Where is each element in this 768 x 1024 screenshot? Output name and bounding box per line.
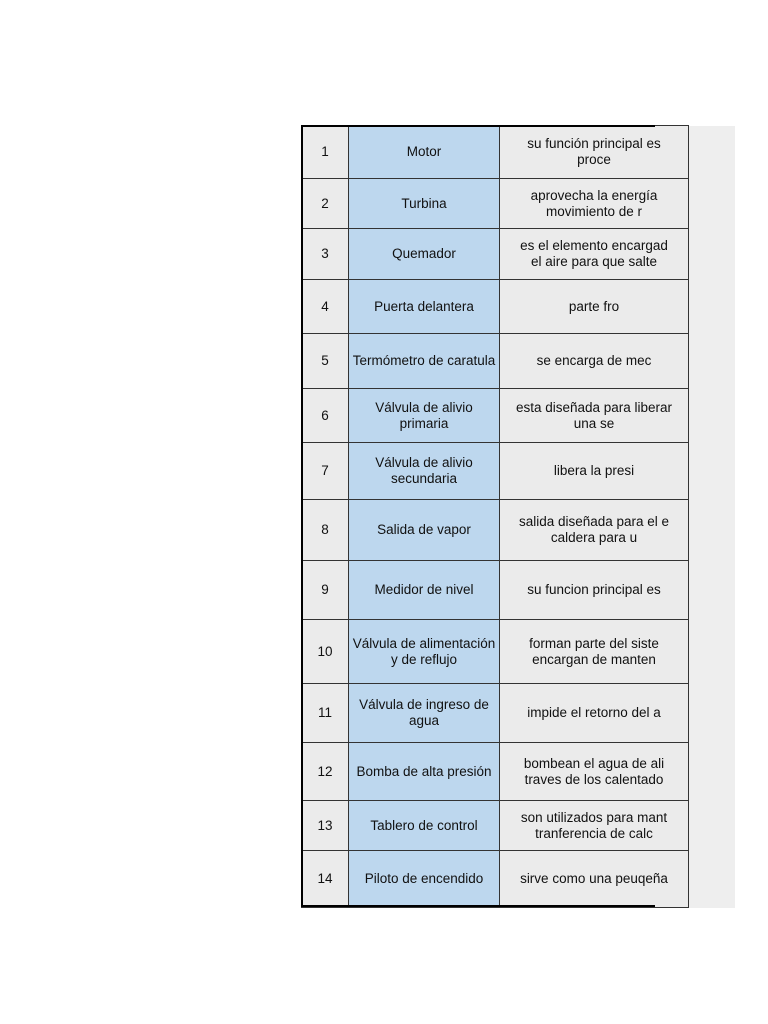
row-number: 9 (302, 561, 349, 620)
parts-table (301, 125, 689, 908)
part-description-text: salida diseñada para el e caldera para u (518, 514, 670, 545)
part-description-text: su funcion principal es (527, 582, 661, 597)
row-number: 1 (302, 126, 349, 179)
table-row (302, 229, 689, 280)
table-row (302, 389, 689, 443)
part-description (500, 229, 689, 280)
row-number: 5 (302, 334, 349, 389)
part-description (500, 743, 689, 801)
row-number: 3 (302, 229, 349, 280)
table-row (302, 620, 689, 684)
part-description-text: se encarga de mec (536, 353, 652, 368)
part-description-text: sirve como una peuqeña (520, 871, 668, 886)
row-number: 12 (302, 743, 349, 801)
part-description-text: forman parte del siste encargan de manten (529, 635, 659, 667)
table-row (302, 179, 689, 229)
part-name: Turbina (349, 179, 500, 229)
row-number: 2 (302, 179, 349, 229)
row-number: 8 (302, 500, 349, 561)
part-name: Válvula de alimentación y de reflujo (349, 620, 500, 684)
row-number: 10 (302, 620, 349, 684)
part-description (500, 389, 689, 443)
part-name: Salida de vapor (349, 500, 500, 561)
part-description (500, 500, 689, 561)
part-description (500, 851, 689, 908)
table-row (302, 851, 689, 908)
part-description (500, 179, 689, 229)
part-name: Piloto de encendido (349, 851, 500, 908)
row-number: 7 (302, 443, 349, 500)
part-name: Válvula de alivio secundaria (349, 443, 500, 500)
part-name: Válvula de ingreso de agua (349, 684, 500, 743)
part-description (500, 561, 689, 620)
table-row (302, 500, 689, 561)
part-description (500, 801, 689, 851)
row-number: 13 (302, 801, 349, 851)
part-description (500, 126, 689, 179)
part-description (500, 334, 689, 389)
part-description-text: impide el retorno del a (527, 705, 661, 720)
part-description (500, 620, 689, 684)
part-description-text: es el elemento encargad el aire para que salte (520, 238, 668, 269)
table-viewport (301, 125, 673, 909)
part-name: Motor (349, 126, 500, 179)
part-description (500, 280, 689, 334)
part-name: Válvula de alivio primaria (349, 389, 500, 443)
table-row (302, 684, 689, 743)
part-description (500, 684, 689, 743)
part-description-text: aprovecha la energía movimiento de r (530, 187, 658, 219)
part-name: Termómetro de caratula (349, 334, 500, 389)
table-row (302, 280, 689, 334)
part-description-text: libera la presi (553, 463, 635, 478)
part-name: Tablero de control (349, 801, 500, 851)
part-description-text: son utilizados para mant tranferencia de calc (520, 809, 668, 841)
part-description-text: parte fro (568, 298, 620, 314)
table-row (302, 561, 689, 620)
row-number: 14 (302, 851, 349, 908)
row-number: 11 (302, 684, 349, 743)
part-name: Puerta delantera (349, 280, 500, 334)
table-row (302, 126, 689, 179)
table-row (302, 801, 689, 851)
table-row (302, 743, 689, 801)
row-number: 4 (302, 280, 349, 334)
part-description-text: bombean el agua de ali traves de los calentado (523, 755, 665, 787)
part-description (500, 443, 689, 500)
part-description-text: su función principal es proce (527, 136, 661, 167)
part-name: Bomba de alta presión (349, 743, 500, 801)
table-row (302, 334, 689, 389)
table-row (302, 443, 689, 500)
part-name: Medidor de nivel (349, 561, 500, 620)
part-description-text: esta diseñada para liberar una se (515, 399, 673, 431)
row-number: 6 (302, 389, 349, 443)
part-name: Quemador (349, 229, 500, 280)
